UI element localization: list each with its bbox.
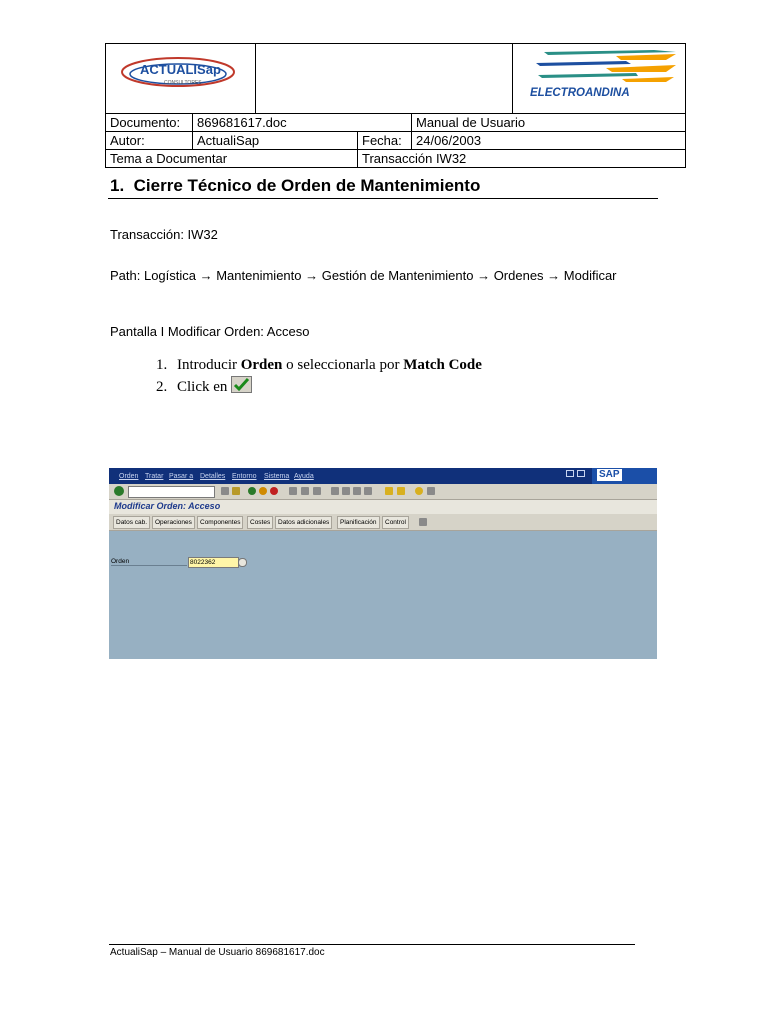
new-session-icon[interactable]: [385, 487, 393, 495]
shortcut-icon[interactable]: [397, 487, 405, 495]
footer-rule: [109, 944, 635, 945]
sap-screenshot: [109, 468, 657, 659]
tema-label: Tema a Documentar: [110, 151, 228, 166]
fecha-value: 24/06/2003: [416, 133, 482, 148]
orden-field-label: Orden: [111, 558, 187, 566]
find-next-icon[interactable]: [313, 487, 321, 495]
section-title: Cierre Técnico de Orden de Mantenimiento: [133, 176, 481, 195]
transaccion-text: Transacción: IW32: [110, 227, 218, 242]
command-field[interactable]: [128, 486, 215, 498]
step-2: [156, 376, 252, 396]
sap-title-bar: [109, 500, 657, 514]
componentes-button[interactable]: Componentes: [197, 516, 243, 529]
datos-cab-button[interactable]: Datos cab.: [113, 516, 150, 529]
fecha-label: Fecha:: [362, 133, 402, 148]
sap-menu-item[interactable]: Entorno: [232, 473, 257, 480]
previous-page-icon[interactable]: [342, 487, 350, 495]
enter-checkmark-icon: [231, 376, 252, 393]
step-text-pre: Click en: [177, 379, 232, 395]
autor-label: Autor:: [110, 133, 145, 148]
transaccion-header: Transacción IW32: [362, 151, 467, 166]
next-page-icon[interactable]: [353, 487, 361, 495]
sap-menu-item[interactable]: Tratar: [145, 473, 164, 480]
costes-button[interactable]: Costes: [247, 516, 273, 529]
sap-system-toolbar: [109, 484, 657, 500]
enter-icon[interactable]: [114, 486, 124, 496]
step-1: [156, 357, 482, 374]
step-bold-matchcode: Match Code: [403, 357, 482, 373]
settings-icon[interactable]: [419, 518, 427, 526]
layout-icon[interactable]: [427, 487, 435, 495]
sap-menubar: [109, 468, 657, 484]
header-row-documento: [106, 114, 685, 132]
section-number: 1.: [110, 176, 125, 195]
sap-application-toolbar: [109, 514, 657, 531]
documento-label: Documento:: [110, 115, 181, 130]
find-icon[interactable]: [301, 487, 309, 495]
step-bold-orden: Orden: [240, 357, 283, 373]
window-close-icon[interactable]: [577, 470, 585, 477]
help-icon[interactable]: [415, 487, 423, 495]
section-heading: [110, 176, 480, 196]
save-icon[interactable]: [232, 487, 240, 495]
sap-menu-item[interactable]: Pasar a: [169, 473, 194, 480]
exit-icon[interactable]: [259, 487, 267, 495]
match-code-icon[interactable]: [238, 558, 247, 567]
sap-screen-title: Modificar Orden: Acceso: [114, 501, 221, 511]
orden-input[interactable]: 8022362: [188, 557, 239, 568]
pantalla-text: Pantalla I Modificar Orden: Acceso: [110, 324, 310, 339]
divider: [255, 44, 256, 113]
window-minimize-icon[interactable]: [566, 470, 574, 477]
header-row-autor: [106, 132, 685, 150]
planificacion-button[interactable]: Planificación: [337, 516, 380, 529]
last-page-icon[interactable]: [364, 487, 372, 495]
back-icon[interactable]: [221, 487, 229, 495]
heading-underline: [108, 198, 658, 199]
operaciones-button[interactable]: Operaciones: [152, 516, 195, 529]
electroandina-logo: [526, 48, 686, 104]
sap-logo-area: [592, 468, 657, 484]
path-text: Path: Logística → Mantenimiento → Gestión de Mantenimiento → Ordenes → Modificar: [110, 268, 617, 283]
header-row-tema: [106, 150, 685, 167]
documento-value: 869681617.doc: [197, 115, 287, 130]
first-page-icon[interactable]: [331, 487, 339, 495]
logo-consultores-text: CONSULTORES: [164, 80, 202, 86]
step-number: 1.: [156, 357, 168, 373]
sap-menu-item[interactable]: Detalles: [200, 473, 226, 480]
cancel-icon[interactable]: [270, 487, 278, 495]
actualisap-logo: [118, 50, 244, 102]
divider: [512, 44, 513, 113]
step-number: 2.: [156, 379, 168, 395]
step-text-pre: Introducir: [177, 357, 241, 373]
back-green-icon[interactable]: [248, 487, 256, 495]
logo-actuali-text: ACTUALISap: [140, 62, 221, 77]
document-header-table: [105, 43, 686, 168]
step-text-mid: o seleccionarla por: [282, 357, 404, 373]
footer-text: ActualiSap – Manual de Usuario 869681617.doc: [110, 947, 325, 958]
sap-logo: SAP: [599, 469, 620, 480]
print-icon[interactable]: [289, 487, 297, 495]
datos-adicionales-button[interactable]: Datos adicionales: [275, 516, 332, 529]
sap-menu-item[interactable]: Ayuda: [294, 473, 314, 480]
logo-row: [106, 44, 685, 114]
control-button[interactable]: Control: [382, 516, 409, 529]
logo-electroandina-text: ELECTROANDINA: [530, 87, 630, 99]
document-type: Manual de Usuario: [416, 115, 526, 130]
sap-menu-item[interactable]: Orden: [119, 473, 139, 480]
autor-value: ActualiSap: [197, 133, 260, 148]
sap-menu-item[interactable]: Sistema: [264, 473, 290, 480]
